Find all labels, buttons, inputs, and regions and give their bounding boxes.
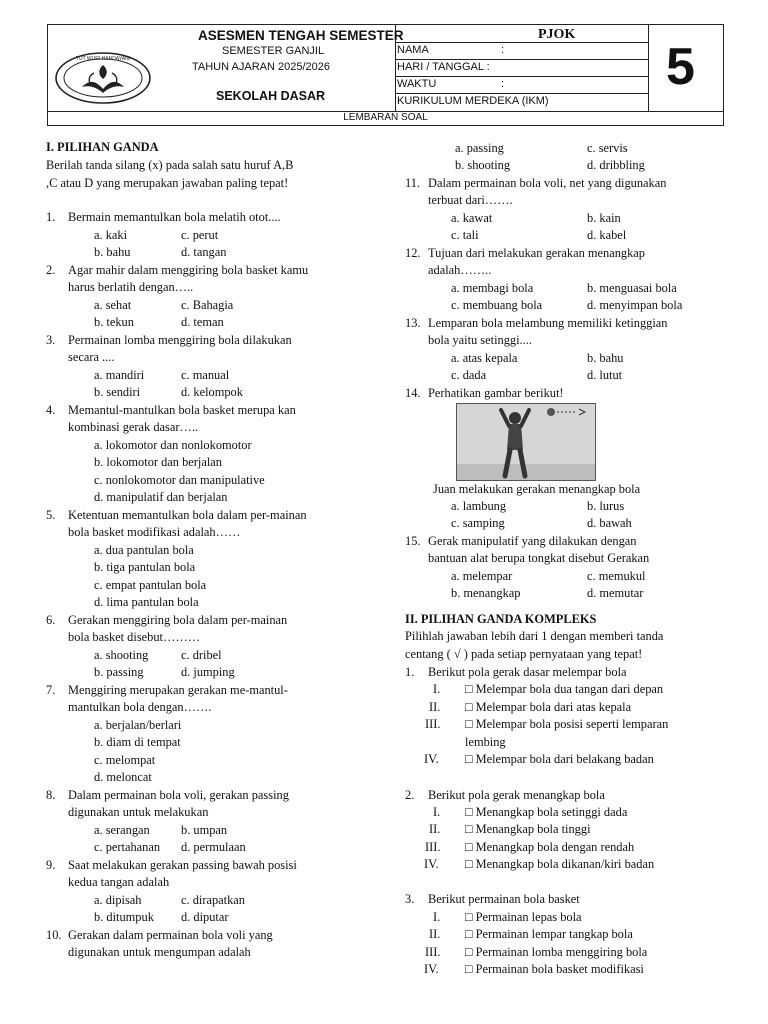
time-field-label: WAKTU [397,78,437,90]
item-numeral: II. [429,927,441,941]
question-number: 3. [405,892,415,906]
answer-option[interactable]: b. sendiri [94,385,141,399]
answer-option[interactable]: a. serangan [94,823,150,837]
divider [395,42,648,43]
question-number: 1. [46,210,56,224]
answer-option[interactable]: b. lokomotor dan berjalan [94,455,223,469]
question-text: bola basket modifikasi adalah…… [68,525,241,539]
answer-option[interactable]: a. kaki [94,228,128,242]
answer-option[interactable]: b. tiga pantulan bola [94,560,196,574]
question-number: 9. [46,858,56,872]
item-numeral: I. [433,805,441,819]
answer-option[interactable]: a. mandiri [94,368,145,382]
answer-option[interactable]: d. lima pantulan bola [94,595,199,609]
item-numeral: II. [429,822,441,836]
answer-option[interactable]: b. lurus [587,499,625,513]
checkbox-statement[interactable]: □ Melempar bola posisi seperti lemparan [465,717,669,731]
question-text: Agar mahir dalam menggiring bola basket kamu [68,263,309,277]
checkbox-statement[interactable]: □ Melempar bola dari belakang badan [465,752,654,766]
question-text: Tujuan dari melakukan gerakan menangkap [428,246,645,260]
instruction-line: centang ( √ ) pada setiap pernyataan yang tepat! [405,647,643,661]
name-colon: : [501,44,505,56]
tut-wuri-handayani-logo [54,51,152,105]
question-number: 10. [46,928,62,942]
checkbox-statement[interactable]: □ Permainan lempar tangkap bola [465,927,633,941]
question-text: digunakan untuk melakukan [68,805,209,819]
item-numeral: III. [425,717,441,731]
answer-option[interactable]: d. teman [181,315,224,329]
answer-option[interactable]: a. melempar [451,569,513,583]
answer-option[interactable]: a. passing [455,141,504,155]
answer-option[interactable]: d. menyimpan bola [587,298,683,312]
semester-label: SEMESTER GANJIL [222,45,325,57]
answer-option[interactable]: d. kabel [587,228,627,242]
name-field-label: NAMA [397,44,429,56]
divider [648,25,649,112]
subject-label: PJOK [538,27,576,42]
question-number: 14. [405,386,421,400]
answer-option[interactable]: b. menguasai bola [587,281,677,295]
answer-option[interactable]: b. ditumpuk [94,910,154,924]
answer-option[interactable]: b. shooting [455,158,511,172]
question-text: Gerak manipulatif yang dilakukan dengan [428,534,637,548]
question-number: 6. [46,613,56,627]
question-number: 12. [405,246,421,260]
answer-option[interactable]: c. tali [451,228,479,242]
sheet-label: LEMBARAN SOAL [343,112,428,123]
catching-ball-illustration [456,403,596,481]
answer-option[interactable]: c. dada [451,368,487,382]
question-text: mantulkan bola dengan……. [68,700,212,714]
answer-option[interactable]: c. membuang bola [451,298,543,312]
answer-option[interactable]: d. jumping [181,665,235,679]
question-text: Berikut pola gerak dasar melempar bola [428,665,627,679]
answer-option[interactable]: a. dipisah [94,893,142,907]
question-text: Saat melakukan gerakan passing bawah posisi [68,858,297,872]
answer-option[interactable]: b. umpan [181,823,228,837]
answer-option[interactable]: b. bahu [587,351,624,365]
answer-option[interactable]: a. dua pantulan bola [94,543,194,557]
question-text: Memantul-mantulkan bola basket merupa kan [68,403,296,417]
answer-option[interactable]: c. memukul [587,569,646,583]
question-text: Berikut permainan bola basket [428,892,580,906]
question-number: 7. [46,683,56,697]
checkbox-statement[interactable]: □ Melempar bola dari atas kepala [465,700,632,714]
answer-option[interactable]: b. menangkap [451,586,521,600]
question-text: Menggiring merupakan gerakan me-mantul- [68,683,288,697]
grade-number: 5 [666,38,695,96]
instruction-line: Berilah tanda silang (x) pada salah satu huruf A,B [46,158,294,172]
question-text: Bermain memantulkan bola melatih otot.... [68,210,281,224]
instruction-line: ,C atau D yang merupakan jawaban paling tepat! [46,176,289,190]
question-number: 2. [405,788,415,802]
school-year-label: TAHUN AJARAN 2025/2026 [192,61,330,73]
divider [395,59,648,60]
question-number: 3. [46,333,56,347]
answer-option[interactable]: b. bahu [94,245,131,259]
checkbox-statement[interactable]: □ Menangkap bola dengan rendah [465,840,635,854]
question-text: Gerakan dalam permainan bola voli yang [68,928,273,942]
logo-text: TUT WURI HANDAYANI [75,56,131,62]
checkbox-statement[interactable]: □ Permainan lomba menggiring bola [465,945,648,959]
answer-option[interactable]: a. lokomotor dan nonlokomotor [94,438,252,452]
question-text: terbuat dari……. [428,193,513,207]
exam-header [47,24,724,126]
answer-option[interactable]: c. dirapatkan [181,893,245,907]
item-numeral: IV. [424,962,439,976]
section-title-complex-choice: II. PILIHAN GANDA KOMPLEKS [405,612,597,626]
answer-option[interactable]: c. Bahagia [181,298,234,312]
question-text: kombinasi gerak dasar….. [68,420,199,434]
answer-option[interactable]: a. berjalan/berlari [94,718,182,732]
answer-option[interactable]: c. samping [451,516,505,530]
answer-option[interactable]: c. perut [181,228,219,242]
answer-option[interactable]: b. passing [94,665,144,679]
divider [395,76,648,77]
question-text: secara .... [68,350,115,364]
question-text: harus berlatih dengan….. [68,280,194,294]
image-caption: Juan melakukan gerakan menangkap bola [433,482,641,496]
question-text: bola yaitu setinggi.... [428,333,532,347]
answer-option[interactable]: d. manipulatif dan berjalan [94,490,228,504]
answer-option[interactable]: c. melompat [94,753,156,767]
answer-option[interactable]: c. servis [587,141,628,155]
item-numeral: IV. [424,752,439,766]
question-number: 8. [46,788,56,802]
question-text: Permainan lomba menggiring bola dilakukan [68,333,292,347]
answer-option[interactable]: a. lambung [451,499,507,513]
school-level-label: SEKOLAH DASAR [216,89,326,103]
question-text: Lemparan bola melambung memiliki ketinggian [428,316,668,330]
time-colon: : [501,78,505,90]
answer-option[interactable]: b. diam di tempat [94,735,181,749]
answer-option[interactable]: d. dribbling [587,158,645,172]
answer-option[interactable]: d. bawah [587,516,632,530]
question-number: 13. [405,316,421,330]
answer-option[interactable]: c. manual [181,368,230,382]
item-numeral: I. [433,910,441,924]
answer-option[interactable]: d. tangan [181,245,227,259]
item-numeral: II. [429,700,441,714]
question-text: bantuan alat berupa tongkat disebut Gerakan [428,551,650,565]
answer-option[interactable]: a. atas kepala [451,351,518,365]
question-text: bola basket disebut……… [68,630,201,644]
answer-option[interactable]: c. empat pantulan bola [94,578,207,592]
answer-option[interactable]: b. kain [587,211,621,225]
item-numeral: III. [425,840,441,854]
question-text: Dalam permainan bola voli, net yang digunakan [428,176,667,190]
answer-option[interactable]: a. kawat [451,211,493,225]
question-text: Berikut pola gerak menangkap bola [428,788,605,802]
section-title-multiple-choice: I. PILIHAN GANDA [46,140,159,154]
question-number: 4. [46,403,56,417]
question-number: 15. [405,534,421,548]
answer-option[interactable]: d. lutut [587,368,623,382]
item-numeral: III. [425,945,441,959]
question-number: 2. [46,263,56,277]
question-text: Perhatikan gambar berikut! [428,386,564,400]
checkbox-statement[interactable]: □ Menangkap bola dikanan/kiri badan [465,857,655,871]
exam-title: ASESMEN TENGAH SEMESTER [198,28,404,43]
answer-option[interactable]: d. kelompok [181,385,243,399]
answer-option[interactable]: c. dribel [181,648,222,662]
question-text: Gerakan menggiring bola dalam per-mainan [68,613,288,627]
answer-option[interactable]: c. pertahanan [94,840,161,854]
curriculum-label: KURIKULUM MERDEKA (IKM) [397,95,549,107]
question-number: 1. [405,665,415,679]
question-number: 5. [46,508,56,522]
answer-option[interactable]: d. diputar [181,910,229,924]
date-field-label: HARI / TANGGAL : [397,61,490,73]
answer-option[interactable]: d. meloncat [94,770,152,784]
answer-option[interactable]: d. memutar [587,586,644,600]
answer-option[interactable]: a. sehat [94,298,132,312]
answer-option[interactable]: a. shooting [94,648,149,662]
checkbox-statement[interactable]: □ Permainan bola basket modifikasi [465,962,644,976]
checkbox-statement[interactable]: □ Melempar bola dua tangan dari depan [465,682,664,696]
statement-continuation: lembing [465,735,506,749]
question-text: adalah…….. [428,263,492,277]
item-numeral: IV. [424,857,439,871]
question-number: 11. [405,176,421,190]
question-text: Dalam permainan bola voli, gerakan passing [68,788,289,802]
checkbox-statement[interactable]: □ Menangkap bola tinggi [465,822,591,836]
checkbox-statement[interactable]: □ Menangkap bola setinggi dada [465,805,628,819]
question-text: Ketentuan memantulkan bola dalam per-mainan [68,508,307,522]
answer-option[interactable]: b. tekun [94,315,134,329]
question-text: kedua tangan adalah [68,875,170,889]
answer-option[interactable]: d. permulaan [181,840,246,854]
instruction-line: Pilihlah jawaban lebih dari 1 dengan memberi tanda [405,629,664,643]
question-text: digunakan untuk mengumpan adalah [68,945,251,959]
answer-option[interactable]: c. nonlokomotor dan manipulative [94,473,265,487]
checkbox-statement[interactable]: □ Permainan lepas bola [465,910,582,924]
item-numeral: I. [433,682,441,696]
answer-option[interactable]: a. membagi bola [451,281,534,295]
divider [395,93,648,94]
